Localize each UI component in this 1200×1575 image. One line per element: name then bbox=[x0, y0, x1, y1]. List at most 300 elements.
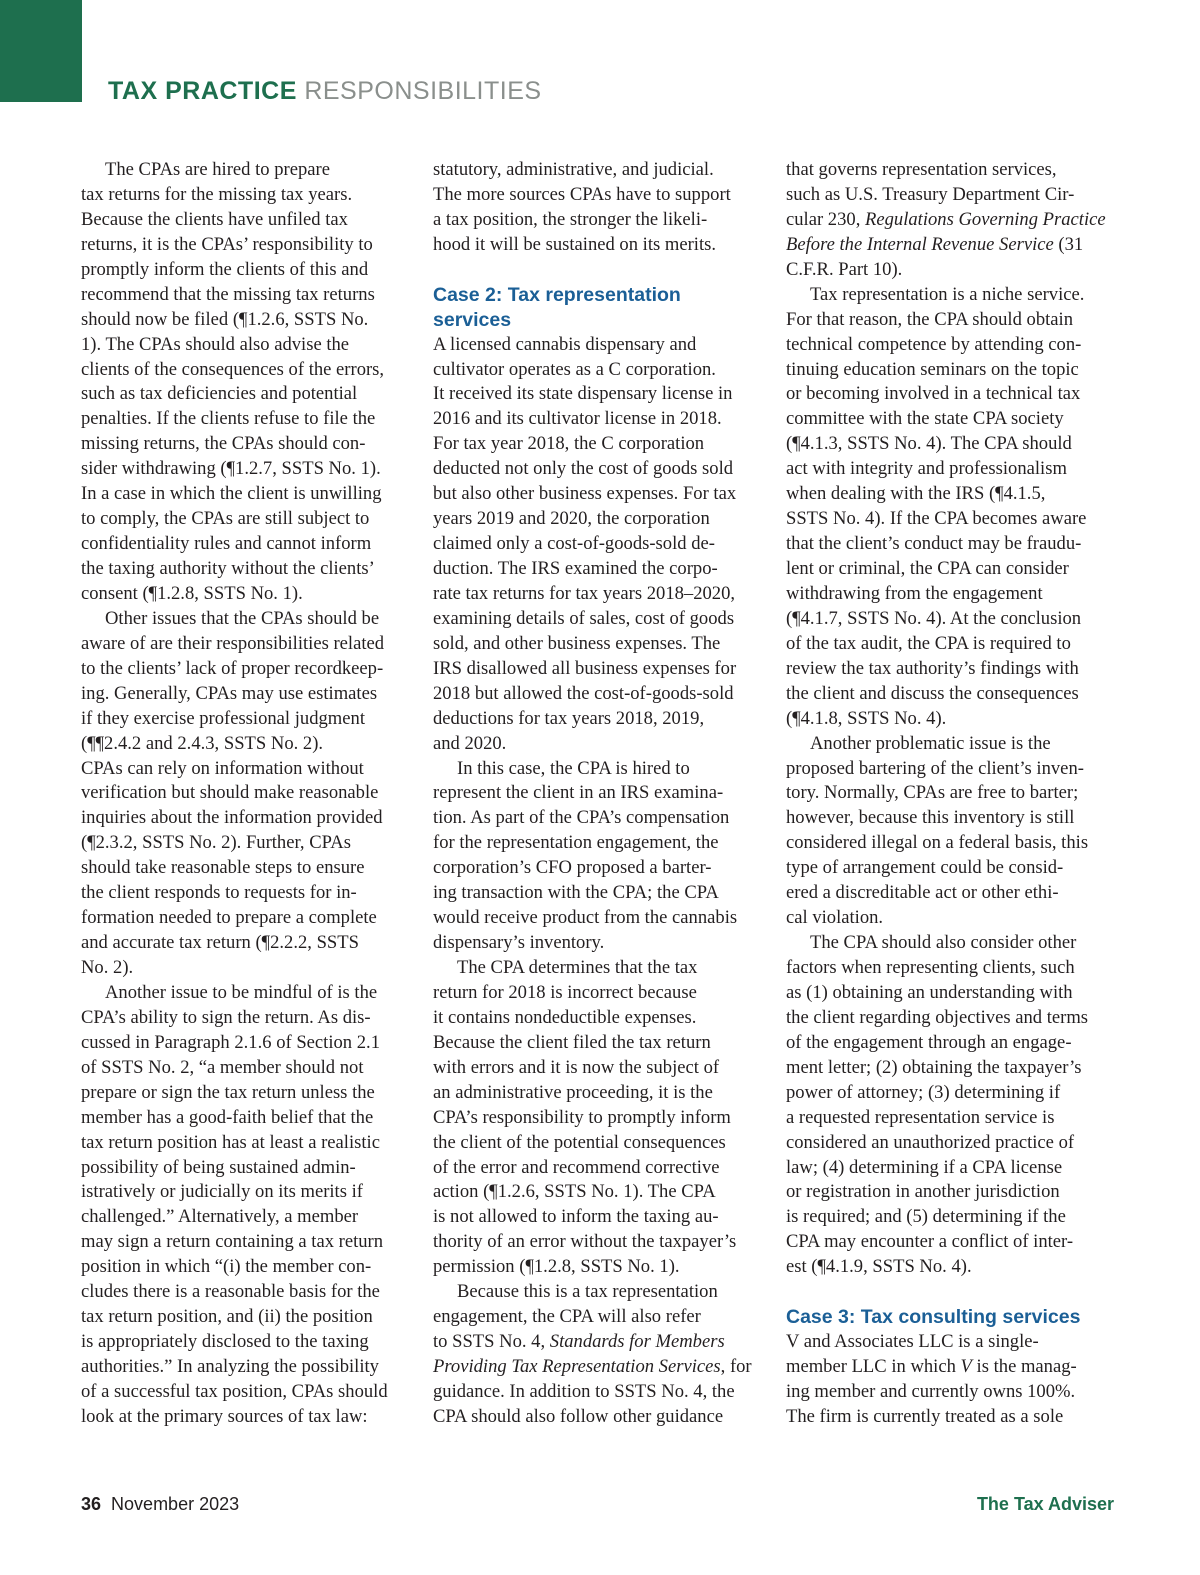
text-line bbox=[786, 881, 1116, 906]
text-line bbox=[433, 582, 763, 607]
text-line bbox=[81, 333, 411, 358]
text-line bbox=[786, 407, 1116, 432]
text-run: (¶4.1.3, SSTS No. 4). The CPA should bbox=[786, 433, 1072, 455]
text-line bbox=[786, 806, 1116, 831]
text-line bbox=[433, 1230, 763, 1255]
text-line bbox=[786, 781, 1116, 806]
text-run: of a successful tax position, CPAs should bbox=[81, 1380, 388, 1402]
text-line bbox=[81, 1255, 411, 1280]
text-run: lent or criminal, the CPA can consider bbox=[786, 558, 1069, 579]
text-line bbox=[433, 1280, 763, 1305]
text-line bbox=[81, 1280, 411, 1305]
text-run: action (¶1.2.6, SSTS No. 1). The CPA bbox=[433, 1181, 716, 1203]
text-run: deducted not only the cost of goods sold bbox=[433, 458, 734, 480]
text-line bbox=[433, 956, 763, 981]
text-run: years 2019 and 2020, the corporation bbox=[433, 508, 710, 530]
text-run: to comply, the CPAs are still subject to bbox=[81, 508, 370, 530]
text-line bbox=[786, 482, 1116, 507]
text-run: dispensary’s inventory. bbox=[433, 932, 605, 954]
text-run: tinuing education seminars on the topic bbox=[786, 358, 1079, 380]
text-line bbox=[786, 657, 1116, 682]
text-line bbox=[786, 208, 1116, 233]
text-line bbox=[433, 507, 763, 532]
text-line bbox=[786, 1006, 1116, 1031]
text-run: (¶2.3.2, SSTS No. 2). Further, CPAs bbox=[81, 832, 351, 854]
text-run: may sign a return containing a tax return bbox=[81, 1231, 384, 1253]
text-line bbox=[786, 1106, 1116, 1131]
text-run: is not allowed to inform the taxing au- bbox=[433, 1206, 719, 1228]
text-line bbox=[786, 931, 1116, 956]
text-run: Another issue to be mindful of is the bbox=[105, 981, 378, 1003]
text-run: or registration in another jurisdiction bbox=[786, 1181, 1060, 1203]
text-line bbox=[433, 607, 763, 632]
text-line bbox=[786, 1056, 1116, 1081]
text-line bbox=[786, 1380, 1116, 1405]
text-line bbox=[786, 582, 1116, 607]
italic-title: Standards for Members bbox=[549, 1331, 725, 1353]
text-run: proposed bartering of the client’s inven- bbox=[786, 757, 1084, 779]
text-line bbox=[81, 732, 411, 757]
text-run: for the representation engagement, the bbox=[433, 832, 719, 854]
text-run: sider withdrawing (¶1.2.7, SSTS No. 1). bbox=[81, 458, 381, 480]
case-heading: Case 3: Tax consulting services bbox=[786, 1306, 1081, 1329]
text-run: tax returns for the missing tax years. bbox=[81, 183, 353, 205]
text-line bbox=[786, 1156, 1116, 1181]
text-column-2 bbox=[433, 158, 763, 1430]
text-run: ment letter; (2) obtaining the taxpayer’s bbox=[786, 1056, 1082, 1078]
text-run: cal violation. bbox=[786, 907, 884, 929]
text-run: , for bbox=[720, 1356, 752, 1377]
text-line bbox=[786, 1031, 1116, 1056]
text-run: thority of an error without the taxpayer’s bbox=[433, 1231, 737, 1253]
text-line bbox=[81, 1031, 411, 1056]
text-line bbox=[81, 607, 411, 632]
section-title-bold: TAX PRACTICE bbox=[108, 77, 297, 105]
text-line bbox=[81, 632, 411, 657]
text-line bbox=[81, 1056, 411, 1081]
text-run: cussed in Paragraph 2.1.6 of Section 2.1 bbox=[81, 1031, 380, 1053]
text-line bbox=[81, 757, 411, 782]
text-column-3 bbox=[786, 158, 1116, 1430]
text-run: is required; and (5) determining if the bbox=[786, 1206, 1066, 1228]
text-line bbox=[81, 707, 411, 732]
text-line bbox=[433, 1056, 763, 1081]
italic-title: Providing Tax Representation Services bbox=[433, 1356, 721, 1377]
text-run: It received its state dispensary license in bbox=[433, 383, 733, 405]
text-run: the client of the potential consequences bbox=[433, 1131, 726, 1153]
text-run: est (¶4.1.9, SSTS No. 4). bbox=[786, 1256, 972, 1278]
text-run: engagement, the CPA will also refer bbox=[433, 1306, 701, 1328]
text-run: The firm is currently treated as a sole bbox=[786, 1405, 1064, 1427]
text-run: verification but should make reasonable bbox=[81, 782, 379, 804]
text-run: ing member and currently owns 100%. bbox=[786, 1380, 1076, 1402]
text-line bbox=[786, 1330, 1116, 1355]
text-line bbox=[433, 1405, 763, 1430]
text-line bbox=[81, 183, 411, 208]
text-line bbox=[433, 707, 763, 732]
text-run: formation needed to prepare a complete bbox=[81, 907, 377, 929]
text-run: law; (4) determining if a CPA license bbox=[786, 1156, 1063, 1178]
text-run: hood it will be sustained on its merits. bbox=[433, 233, 717, 255]
text-line bbox=[786, 432, 1116, 457]
text-run: A licensed cannabis dispensary and bbox=[433, 333, 697, 355]
text-run: CPA’s ability to sign the return. As dis- bbox=[81, 1006, 371, 1028]
text-run: tion. As part of the CPA’s compensation bbox=[433, 807, 730, 829]
text-run: V and Associates LLC is a single- bbox=[786, 1331, 1039, 1353]
text-line bbox=[786, 1355, 1116, 1380]
text-run: prepare or sign the tax return unless the bbox=[81, 1081, 375, 1103]
text-line bbox=[433, 757, 763, 782]
text-line bbox=[433, 1380, 763, 1405]
text-column-1 bbox=[81, 158, 411, 1430]
text-line bbox=[81, 258, 411, 283]
text-line bbox=[433, 432, 763, 457]
text-line bbox=[433, 732, 763, 757]
text-run: the client and discuss the consequences bbox=[786, 682, 1079, 704]
text-run: deductions for tax years 2018, 2019, bbox=[433, 707, 705, 729]
text-line bbox=[433, 557, 763, 582]
text-line bbox=[433, 532, 763, 557]
text-run: factors when representing clients, such bbox=[786, 957, 1075, 978]
text-line bbox=[81, 806, 411, 831]
text-run: CPAs can rely on information without bbox=[81, 757, 364, 779]
text-run: C.F.R. Part 10). bbox=[786, 258, 903, 280]
text-run: claimed only a cost-of-goods-sold de- bbox=[433, 533, 715, 555]
text-line bbox=[81, 407, 411, 432]
text-run: Because the client filed the tax return bbox=[433, 1031, 711, 1053]
text-line bbox=[81, 308, 411, 333]
text-line bbox=[786, 283, 1116, 308]
header-accent-block bbox=[0, 0, 82, 102]
text-run: (¶4.1.8, SSTS No. 4). bbox=[786, 707, 947, 729]
text-line bbox=[786, 831, 1116, 856]
text-line bbox=[81, 1330, 411, 1355]
text-run: possibility of being sustained admin- bbox=[81, 1156, 356, 1178]
text-line bbox=[786, 557, 1116, 582]
footer-left bbox=[81, 1494, 239, 1515]
text-run: review the tax authority’s findings with bbox=[786, 657, 1079, 679]
text-line bbox=[433, 682, 763, 707]
text-line bbox=[786, 333, 1116, 358]
text-run: authorities.” In analyzing the possibility bbox=[81, 1356, 379, 1377]
text-run: tax return position has at least a realistic bbox=[81, 1131, 380, 1153]
text-run: withdrawing from the engagement bbox=[786, 582, 1043, 604]
text-line bbox=[786, 233, 1116, 258]
text-run: with errors and it is now the subject of bbox=[433, 1056, 720, 1078]
text-line bbox=[81, 1081, 411, 1106]
text-run: such as U.S. Treasury Department Cir- bbox=[786, 183, 1075, 205]
text-line bbox=[81, 557, 411, 582]
text-run: of the engagement through an engage- bbox=[786, 1031, 1072, 1053]
text-run: cular 230, bbox=[786, 208, 865, 230]
text-line bbox=[786, 757, 1116, 782]
text-run: CPA should also follow other guidance bbox=[433, 1405, 724, 1427]
text-run: position in which “(i) the member con- bbox=[81, 1256, 372, 1278]
text-line bbox=[786, 308, 1116, 333]
text-line bbox=[786, 707, 1116, 732]
text-line bbox=[786, 856, 1116, 881]
text-line bbox=[81, 856, 411, 881]
text-line bbox=[433, 1131, 763, 1156]
text-line bbox=[81, 1380, 411, 1405]
text-run: member LLC in which bbox=[786, 1356, 961, 1377]
text-line bbox=[786, 732, 1116, 757]
text-line bbox=[81, 956, 411, 981]
text-line bbox=[81, 507, 411, 532]
text-run: member has a good-faith belief that the bbox=[81, 1106, 374, 1128]
text-run: considered illegal on a federal basis, this bbox=[786, 832, 1089, 854]
text-line bbox=[81, 1106, 411, 1131]
text-line bbox=[81, 482, 411, 507]
text-line bbox=[433, 358, 763, 383]
text-line bbox=[433, 457, 763, 482]
text-line bbox=[786, 258, 1116, 283]
publication-name: The Tax Adviser bbox=[976, 1494, 1114, 1514]
text-run: return for 2018 is incorrect because bbox=[433, 981, 697, 1003]
text-line bbox=[81, 208, 411, 233]
text-line bbox=[786, 682, 1116, 707]
text-line bbox=[81, 382, 411, 407]
text-line bbox=[81, 233, 411, 258]
section-title-light: RESPONSIBILITIES bbox=[304, 77, 542, 105]
text-run: ered a discreditable act or other ethi- bbox=[786, 882, 1059, 904]
text-line bbox=[81, 1006, 411, 1031]
text-run: challenged.” Alternatively, a member bbox=[81, 1206, 359, 1228]
text-run: corporation’s CFO proposed a barter- bbox=[433, 857, 712, 879]
text-line bbox=[81, 1405, 411, 1430]
text-run: such as tax deficiencies and potential bbox=[81, 383, 358, 405]
text-run: In a case in which the client is unwilling bbox=[81, 483, 382, 505]
text-run: The CPA should also consider other bbox=[810, 932, 1077, 954]
text-run: consent (¶1.2.8, SSTS No. 1). bbox=[81, 582, 303, 604]
text-run: as (1) obtaining an understanding with bbox=[786, 981, 1073, 1003]
text-run: In this case, the CPA is hired to bbox=[457, 757, 690, 779]
issue-date: November 2023 bbox=[111, 1494, 240, 1514]
text-run: CPA’s responsibility to promptly inform bbox=[433, 1106, 731, 1128]
text-run: cultivator operates as a C corporation. bbox=[433, 358, 716, 380]
text-line bbox=[433, 931, 763, 956]
text-line bbox=[433, 1330, 763, 1355]
text-line bbox=[81, 1205, 411, 1230]
text-line bbox=[433, 831, 763, 856]
text-run: (¶¶2.4.2 and 2.4.3, SSTS No. 2). bbox=[81, 732, 324, 754]
text-run: it contains nondeductible expenses. bbox=[433, 1006, 697, 1028]
text-line bbox=[786, 1230, 1116, 1255]
text-line bbox=[81, 657, 411, 682]
text-line bbox=[81, 1131, 411, 1156]
text-line bbox=[786, 1081, 1116, 1106]
text-run: that governs representation services, bbox=[786, 159, 1057, 180]
text-run: Tax representation is a niche service. bbox=[810, 283, 1085, 305]
text-run: technical competence by attending con- bbox=[786, 333, 1082, 355]
section-title bbox=[108, 76, 542, 106]
text-run: clients of the consequences of the errors, bbox=[81, 358, 385, 380]
text-line bbox=[433, 208, 763, 233]
text-run: IRS disallowed all business expenses for bbox=[433, 657, 737, 679]
text-line bbox=[786, 158, 1116, 183]
text-line bbox=[81, 532, 411, 557]
text-run: the client regarding objectives and terms bbox=[786, 1006, 1089, 1028]
text-line bbox=[81, 432, 411, 457]
text-line bbox=[433, 906, 763, 931]
text-line bbox=[81, 981, 411, 1006]
text-run: examining details of sales, cost of goods bbox=[433, 607, 735, 629]
text-run: For that reason, the CPA should obtain bbox=[786, 308, 1073, 330]
text-line bbox=[786, 632, 1116, 657]
text-run: to SSTS No. 4, bbox=[433, 1331, 550, 1353]
text-run: act with integrity and professionalism bbox=[786, 458, 1067, 480]
italic-title: V bbox=[960, 1356, 972, 1377]
text-run: Because the clients have unfiled tax bbox=[81, 208, 348, 230]
text-run: but also other business expenses. For tax bbox=[433, 483, 737, 505]
text-line bbox=[433, 1081, 763, 1106]
text-line bbox=[81, 1180, 411, 1205]
text-run: if they exercise professional judgment bbox=[81, 707, 365, 729]
text-line bbox=[81, 931, 411, 956]
text-line bbox=[786, 1180, 1116, 1205]
text-run: would receive product from the cannabis bbox=[433, 907, 738, 929]
text-run: of SSTS No. 2, “a member should not bbox=[81, 1056, 364, 1078]
text-line bbox=[786, 358, 1116, 383]
text-run: look at the primary sources of tax law: bbox=[81, 1405, 368, 1427]
text-run: should take reasonable steps to ensure bbox=[81, 857, 365, 879]
text-run: of the tax audit, the CPA is required to bbox=[786, 632, 1071, 654]
text-run: to the clients’ lack of proper recordkeep- bbox=[81, 657, 384, 679]
text-run: penalties. If the clients refuse to file the bbox=[81, 408, 376, 430]
text-line bbox=[81, 457, 411, 482]
text-line bbox=[786, 1131, 1116, 1156]
text-run: Because this is a tax representation bbox=[457, 1281, 718, 1303]
text-line bbox=[433, 407, 763, 432]
text-run: however, because this inventory is still bbox=[786, 807, 1075, 829]
text-line bbox=[433, 1031, 763, 1056]
text-line bbox=[81, 831, 411, 856]
text-line bbox=[433, 333, 763, 358]
text-run: the taxing authority without the clients’ bbox=[81, 558, 375, 579]
text-run: 1). The CPAs should also advise the bbox=[81, 333, 350, 355]
text-run: type of arrangement could be consid- bbox=[786, 857, 1064, 879]
text-line bbox=[786, 956, 1116, 981]
text-line bbox=[81, 1156, 411, 1181]
text-line bbox=[433, 1355, 763, 1380]
text-line bbox=[433, 1205, 763, 1230]
text-line bbox=[433, 1106, 763, 1131]
text-run: considered an unauthorized practice of bbox=[786, 1131, 1075, 1153]
text-run: when dealing with the IRS (¶4.1.5, bbox=[786, 483, 1046, 505]
text-line bbox=[786, 382, 1116, 407]
text-run: permission (¶1.2.8, SSTS No. 1). bbox=[433, 1256, 680, 1278]
italic-title: Regulations Governing Practice bbox=[865, 208, 1106, 230]
text-run: SSTS No. 4). If the CPA becomes aware bbox=[786, 508, 1087, 530]
text-line bbox=[433, 482, 763, 507]
text-run: The CPAs are hired to prepare bbox=[105, 159, 330, 180]
text-line bbox=[786, 1205, 1116, 1230]
text-run: tax return position, and (ii) the position bbox=[81, 1306, 373, 1328]
text-run: istratively or judicially on its merits if bbox=[81, 1181, 363, 1203]
text-run: No. 2). bbox=[81, 957, 134, 978]
text-line bbox=[786, 183, 1116, 208]
italic-title: Before the Internal Revenue Service bbox=[786, 233, 1054, 255]
text-line bbox=[81, 1230, 411, 1255]
text-line bbox=[433, 1180, 763, 1205]
text-line bbox=[81, 1305, 411, 1330]
text-line bbox=[786, 457, 1116, 482]
text-line bbox=[786, 532, 1116, 557]
text-line bbox=[433, 1255, 763, 1280]
text-run: or becoming involved in a technical tax bbox=[786, 383, 1081, 405]
text-line bbox=[786, 507, 1116, 532]
text-run: Other issues that the CPAs should be bbox=[105, 607, 380, 629]
text-line bbox=[786, 906, 1116, 931]
text-line bbox=[433, 856, 763, 881]
text-run: (¶4.1.7, SSTS No. 4). At the conclusion bbox=[786, 607, 1082, 629]
text-run: of the error and recommend corrective bbox=[433, 1156, 720, 1178]
text-line bbox=[433, 781, 763, 806]
text-run: the client responds to requests for in- bbox=[81, 882, 357, 904]
text-run: The CPA determines that the tax bbox=[457, 957, 698, 978]
case-heading: Case 2: Tax representation bbox=[433, 283, 681, 306]
text-line bbox=[786, 1255, 1116, 1280]
text-run: should now be filed (¶1.2.6, SSTS No. bbox=[81, 308, 369, 330]
text-line bbox=[81, 906, 411, 931]
text-line bbox=[433, 1006, 763, 1031]
text-run: 2018 but allowed the cost-of-goods-sold bbox=[433, 682, 734, 704]
text-run: tory. Normally, CPAs are free to barter; bbox=[786, 782, 1079, 804]
text-run: returns, it is the CPAs’ responsibility to bbox=[81, 233, 373, 255]
text-run: a tax position, the stronger the likeli- bbox=[433, 208, 708, 230]
text-line bbox=[433, 183, 763, 208]
text-run: power of attorney; (3) determining if bbox=[786, 1081, 1061, 1103]
text-run: an administrative proceeding, it is the bbox=[433, 1081, 713, 1103]
text-line bbox=[433, 657, 763, 682]
text-run: represent the client in an IRS examina- bbox=[433, 782, 724, 804]
text-run: missing returns, the CPAs should con- bbox=[81, 433, 366, 455]
text-line bbox=[433, 632, 763, 657]
text-run: inquiries about the information provided bbox=[81, 807, 383, 829]
text-run: that the client’s conduct may be fraudu- bbox=[786, 533, 1082, 555]
text-line bbox=[433, 881, 763, 906]
text-run: rate tax returns for tax years 2018–2020, bbox=[433, 582, 736, 604]
text-line bbox=[433, 1305, 763, 1330]
text-run: For tax year 2018, the C corporation bbox=[433, 433, 705, 455]
text-run: statutory, administrative, and judicial. bbox=[433, 159, 714, 180]
text-run: Another problematic issue is the bbox=[810, 732, 1051, 754]
text-run: CPA may encounter a conflict of inter- bbox=[786, 1231, 1074, 1253]
text-run: guidance. In addition to SSTS No. 4, the bbox=[433, 1380, 735, 1402]
text-line bbox=[81, 283, 411, 308]
text-run: a requested representation service is bbox=[786, 1106, 1055, 1128]
text-line bbox=[81, 158, 411, 183]
text-run: is appropriately disclosed to the taxing bbox=[81, 1331, 369, 1353]
text-line bbox=[81, 682, 411, 707]
text-line bbox=[433, 158, 763, 183]
text-run: aware of are their responsibilities related bbox=[81, 632, 385, 654]
text-run: cludes there is a reasonable basis for the bbox=[81, 1281, 380, 1303]
text-run: (31 bbox=[1053, 233, 1084, 255]
text-line bbox=[433, 382, 763, 407]
text-run: committee with the state CPA society bbox=[786, 408, 1064, 430]
text-run: sold, and other business expenses. The bbox=[433, 632, 721, 654]
text-run: is the manag- bbox=[971, 1356, 1077, 1377]
text-line bbox=[786, 981, 1116, 1006]
text-run: duction. The IRS examined the corpo- bbox=[433, 558, 718, 579]
text-run: and 2020. bbox=[433, 732, 507, 754]
text-line bbox=[786, 1405, 1116, 1430]
text-line bbox=[81, 582, 411, 607]
text-line bbox=[81, 358, 411, 383]
case-heading: services bbox=[433, 308, 512, 331]
text-run: 2016 and its cultivator license in 2018. bbox=[433, 408, 722, 430]
